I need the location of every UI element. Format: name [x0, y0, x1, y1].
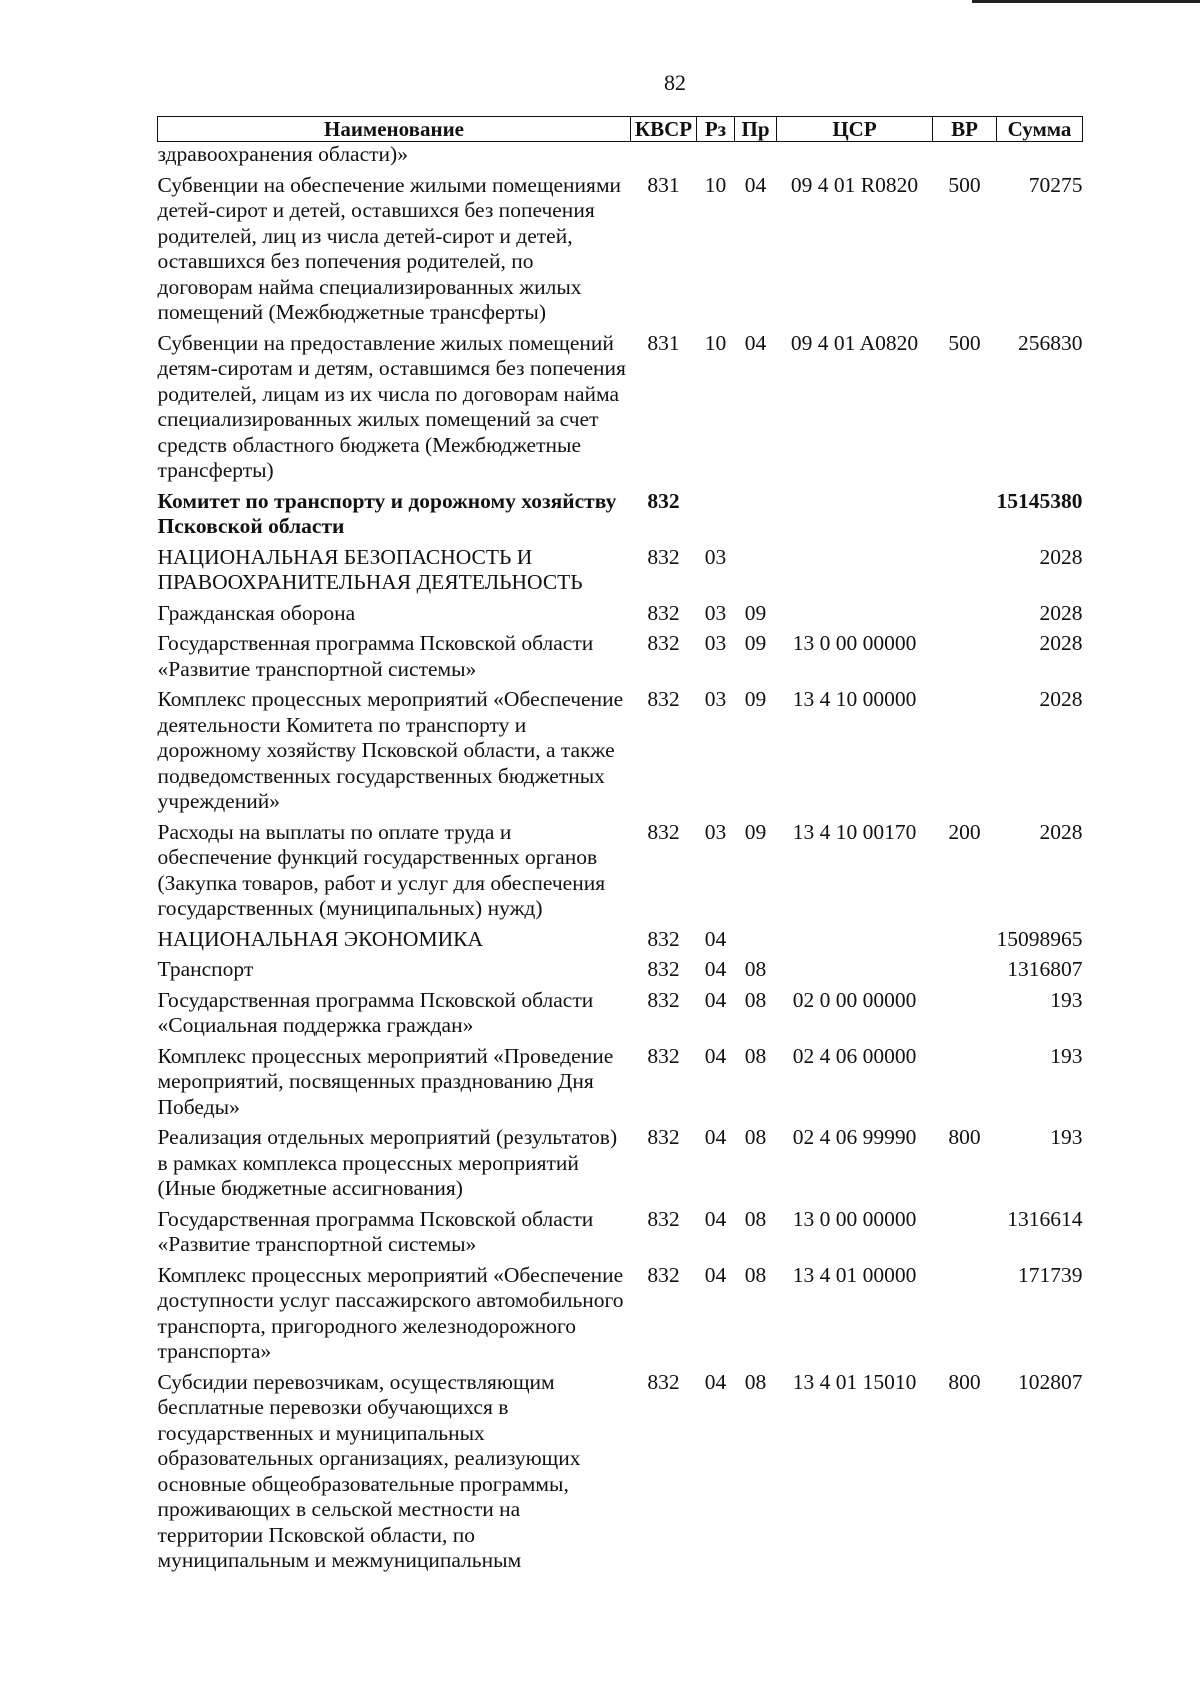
table-row: [158, 1365, 1083, 1574]
cell-vr: [933, 1258, 997, 1365]
cell-sum: 2028: [1039, 819, 1083, 844]
cell-sum: 193: [1050, 1125, 1083, 1149]
cell-sum: [997, 142, 1083, 168]
header-vr: ВР: [933, 117, 997, 142]
cell-vr: [933, 484, 997, 540]
cell-pr: 08: [744, 1262, 767, 1287]
cell-pr: 09: [744, 819, 767, 844]
cell-kvsr: 832: [647, 1369, 680, 1394]
cell-csr: 13 0 00 00000: [792, 631, 917, 655]
cell-kvsr: 832: [647, 1043, 680, 1068]
table-body: [158, 142, 1083, 1574]
cell-name: Государственная программа Псковской области «Социальная поддержка граждан»: [157, 987, 594, 1037]
cell-name: Субвенции на обеспечение жилыми помещениями детей-сирот и детей, оставшихся без попечения родителей, лиц из числа детей-сирот и детей, оставшихся без попечения родителей, по договорам найма специализированных жилых помещений (Межбюджетные трансферты): [157, 172, 622, 324]
cell-kvsr: 832: [647, 987, 680, 1012]
cell-sum: 2028: [1039, 687, 1083, 711]
header-pr: Пр: [735, 117, 777, 142]
cell-pr: [735, 922, 777, 953]
cell-vr: [933, 1039, 997, 1121]
cell-sum: 2028: [1039, 544, 1083, 569]
cell-pr: 08: [744, 1125, 767, 1149]
cell-rz: 04: [704, 957, 727, 981]
cell-csr: [777, 142, 933, 168]
cell-kvsr: 832: [647, 926, 680, 951]
cell-sum: 1316807: [1007, 957, 1083, 981]
cell-rz: 04: [704, 987, 727, 1012]
table-row: [158, 484, 1083, 540]
header-kvsr: КВСР: [631, 117, 697, 142]
table-row: [158, 326, 1083, 484]
cell-sum: 15098965: [996, 926, 1083, 951]
cell-csr: 13 4 10 00170: [792, 819, 917, 844]
cell-sum: 15145380: [996, 488, 1083, 513]
cell-pr: 08: [744, 1043, 767, 1068]
cell-vr: [933, 626, 997, 682]
cell-kvsr: 831: [647, 330, 680, 355]
table-row: [158, 1202, 1083, 1258]
cell-name: Государственная программа Псковской области «Развитие транспортной системы»: [157, 631, 594, 681]
cell-csr: [777, 484, 933, 540]
table-row: [158, 626, 1083, 682]
cell-csr: 02 4 06 99990: [792, 1125, 917, 1149]
cell-rz: 04: [704, 1043, 727, 1068]
top-rule: [972, 0, 1200, 3]
cell-csr: 13 0 00 00000: [792, 1206, 917, 1231]
cell-name: Субсидии перевозчикам, осуществляющим бесплатные перевозки обучающихся в государственных и муниципальных образовательных организациях, реализующих основные общеобразовательные программы, проживающих в сельской местности на территории Псковской области, по муниципальным и межмуниципальным: [157, 1369, 581, 1572]
cell-vr: [933, 952, 997, 983]
cell-kvsr: 832: [647, 1206, 680, 1231]
cell-kvsr: 832: [647, 544, 680, 569]
cell-kvsr: 832: [647, 631, 680, 655]
cell-csr: 13 4 01 00000: [792, 1262, 917, 1287]
cell-sum: 1316614: [1007, 1206, 1083, 1231]
cell-sum: 171739: [1018, 1262, 1083, 1287]
cell-name: Комплекс процессных мероприятий «Обеспечение доступности услуг пассажирского автомобильного транспорта, пригородного железнодорожного транспорта»: [157, 1262, 624, 1363]
table-row: [158, 1258, 1083, 1365]
cell-name: Комплекс процессных мероприятий «Обеспечение деятельности Комитета по транспорту и дорожному хозяйству Псковской области, а также подведомственных государственных бюджетных учреждений»: [157, 687, 624, 813]
cell-kvsr: 831: [647, 172, 680, 197]
cell-csr: 09 4 01 A0820: [790, 330, 919, 355]
cell-rz: 04: [704, 926, 727, 951]
cell-pr: 04: [744, 330, 767, 355]
cell-rz: 10: [704, 330, 727, 355]
cell-name: Комплекс процессных мероприятий «Проведение мероприятий, посвященных празднованию Дня Победы»: [157, 1043, 614, 1119]
cell-vr: [933, 1202, 997, 1258]
cell-rz: 03: [704, 631, 727, 655]
cell-rz: 03: [704, 544, 727, 569]
header-name: Наименование: [158, 117, 631, 142]
cell-rz: 03: [704, 600, 727, 625]
cell-sum: 70275: [1028, 172, 1083, 197]
cell-rz: 10: [704, 172, 727, 197]
cell-vr: 800: [948, 1125, 981, 1149]
table-row: [158, 596, 1083, 627]
cell-kvsr: [631, 142, 697, 168]
cell-pr: 08: [744, 1206, 767, 1231]
cell-vr: [933, 983, 997, 1039]
cell-name: Реализация отдельных мероприятий (результатов) в рамках комплекса процессных мероприятий (Иные бюджетные ассигнования): [157, 1125, 618, 1200]
table-row: [158, 168, 1083, 326]
cell-vr: 200: [948, 819, 981, 844]
cell-pr: 08: [744, 1369, 767, 1394]
table-row: [158, 815, 1083, 922]
cell-kvsr: 832: [647, 488, 680, 513]
cell-vr: [933, 922, 997, 953]
cell-vr: 500: [948, 172, 981, 197]
cell-name: НАЦИОНАЛЬНАЯ ЭКОНОМИКА: [157, 926, 483, 951]
table-row: [158, 142, 1083, 168]
cell-name: здравоохранения области)»: [157, 142, 408, 166]
table-row: [158, 1039, 1083, 1121]
cell-kvsr: 832: [647, 687, 680, 711]
cell-sum: 193: [1050, 987, 1083, 1012]
cell-rz: 03: [704, 687, 727, 711]
cell-rz: [697, 142, 735, 168]
cell-csr: 02 0 00 00000: [792, 987, 917, 1012]
cell-rz: 03: [704, 819, 727, 844]
cell-name: Транспорт: [157, 957, 254, 981]
table-row: [158, 983, 1083, 1039]
header-csr: ЦСР: [777, 117, 933, 142]
cell-kvsr: 832: [647, 957, 680, 981]
cell-csr: 13 4 10 00000: [792, 687, 917, 711]
cell-sum: 102807: [1018, 1369, 1083, 1394]
cell-kvsr: 832: [647, 600, 680, 625]
table-row: [158, 682, 1083, 815]
cell-kvsr: 832: [647, 819, 680, 844]
cell-pr: 04: [744, 172, 767, 197]
table-row: [158, 540, 1083, 596]
table-row: [158, 1120, 1083, 1202]
cell-vr: 500: [948, 330, 981, 355]
cell-vr: [933, 682, 997, 815]
cell-csr: [777, 922, 933, 953]
header-sum: Сумма: [997, 117, 1083, 142]
cell-name: Субвенции на предоставление жилых помещений детям-сиротам и детям, оставшимся без попечения родителей, лицам из их числа по договорам найма специализированных жилых помещений за счет средств областного бюджета (Межбюджетные трансферты): [157, 330, 626, 482]
cell-csr: [777, 596, 933, 627]
cell-pr: [735, 142, 777, 168]
cell-name: Государственная программа Псковской области «Развитие транспортной системы»: [157, 1206, 594, 1256]
cell-pr: 08: [744, 987, 767, 1012]
cell-rz: 04: [704, 1125, 727, 1149]
cell-kvsr: 832: [647, 1125, 680, 1149]
cell-csr: 09 4 01 R0820: [790, 172, 919, 197]
cell-vr: [933, 596, 997, 627]
table-row: [158, 952, 1083, 983]
cell-name: Расходы на выплаты по оплате труда и обеспечение функций государственных органов (Закупка товаров, работ и услуг для обеспечения государственных (муниципальных) нужд): [157, 819, 606, 920]
cell-name: Гражданская оборона: [157, 600, 356, 625]
cell-pr: 09: [744, 600, 767, 625]
cell-csr: [777, 540, 933, 596]
cell-pr: [735, 540, 777, 596]
page-number: 82: [664, 70, 686, 95]
cell-sum: 256830: [1018, 330, 1083, 355]
cell-csr: 13 4 01 15010: [792, 1369, 917, 1394]
cell-csr: [777, 952, 933, 983]
cell-sum: 2028: [1039, 600, 1083, 625]
cell-sum: 193: [1050, 1043, 1083, 1068]
cell-vr: 800: [948, 1369, 981, 1394]
cell-pr: 08: [744, 957, 767, 981]
cell-name: НАЦИОНАЛЬНАЯ БЕЗОПАСНОСТЬ И ПРАВООХРАНИТЕЛЬНАЯ ДЕЯТЕЛЬНОСТЬ: [157, 544, 583, 594]
cell-rz: 04: [704, 1206, 727, 1231]
cell-kvsr: 832: [647, 1262, 680, 1287]
cell-pr: [735, 484, 777, 540]
cell-rz: 04: [704, 1262, 727, 1287]
cell-pr: 09: [744, 687, 767, 711]
table-row: [158, 922, 1083, 953]
table-header-row: [158, 117, 1083, 142]
budget-table: [157, 116, 1083, 1574]
cell-csr: 02 4 06 00000: [792, 1043, 917, 1068]
cell-vr: [933, 540, 997, 596]
cell-pr: 09: [744, 631, 767, 655]
cell-sum: 2028: [1039, 631, 1083, 655]
cell-name: Комитет по транспорту и дорожному хозяйству Псковской области: [157, 488, 617, 538]
header-rz: Рз: [697, 117, 735, 142]
cell-rz: 04: [704, 1369, 727, 1394]
cell-vr: [933, 142, 997, 168]
cell-rz: [697, 484, 735, 540]
